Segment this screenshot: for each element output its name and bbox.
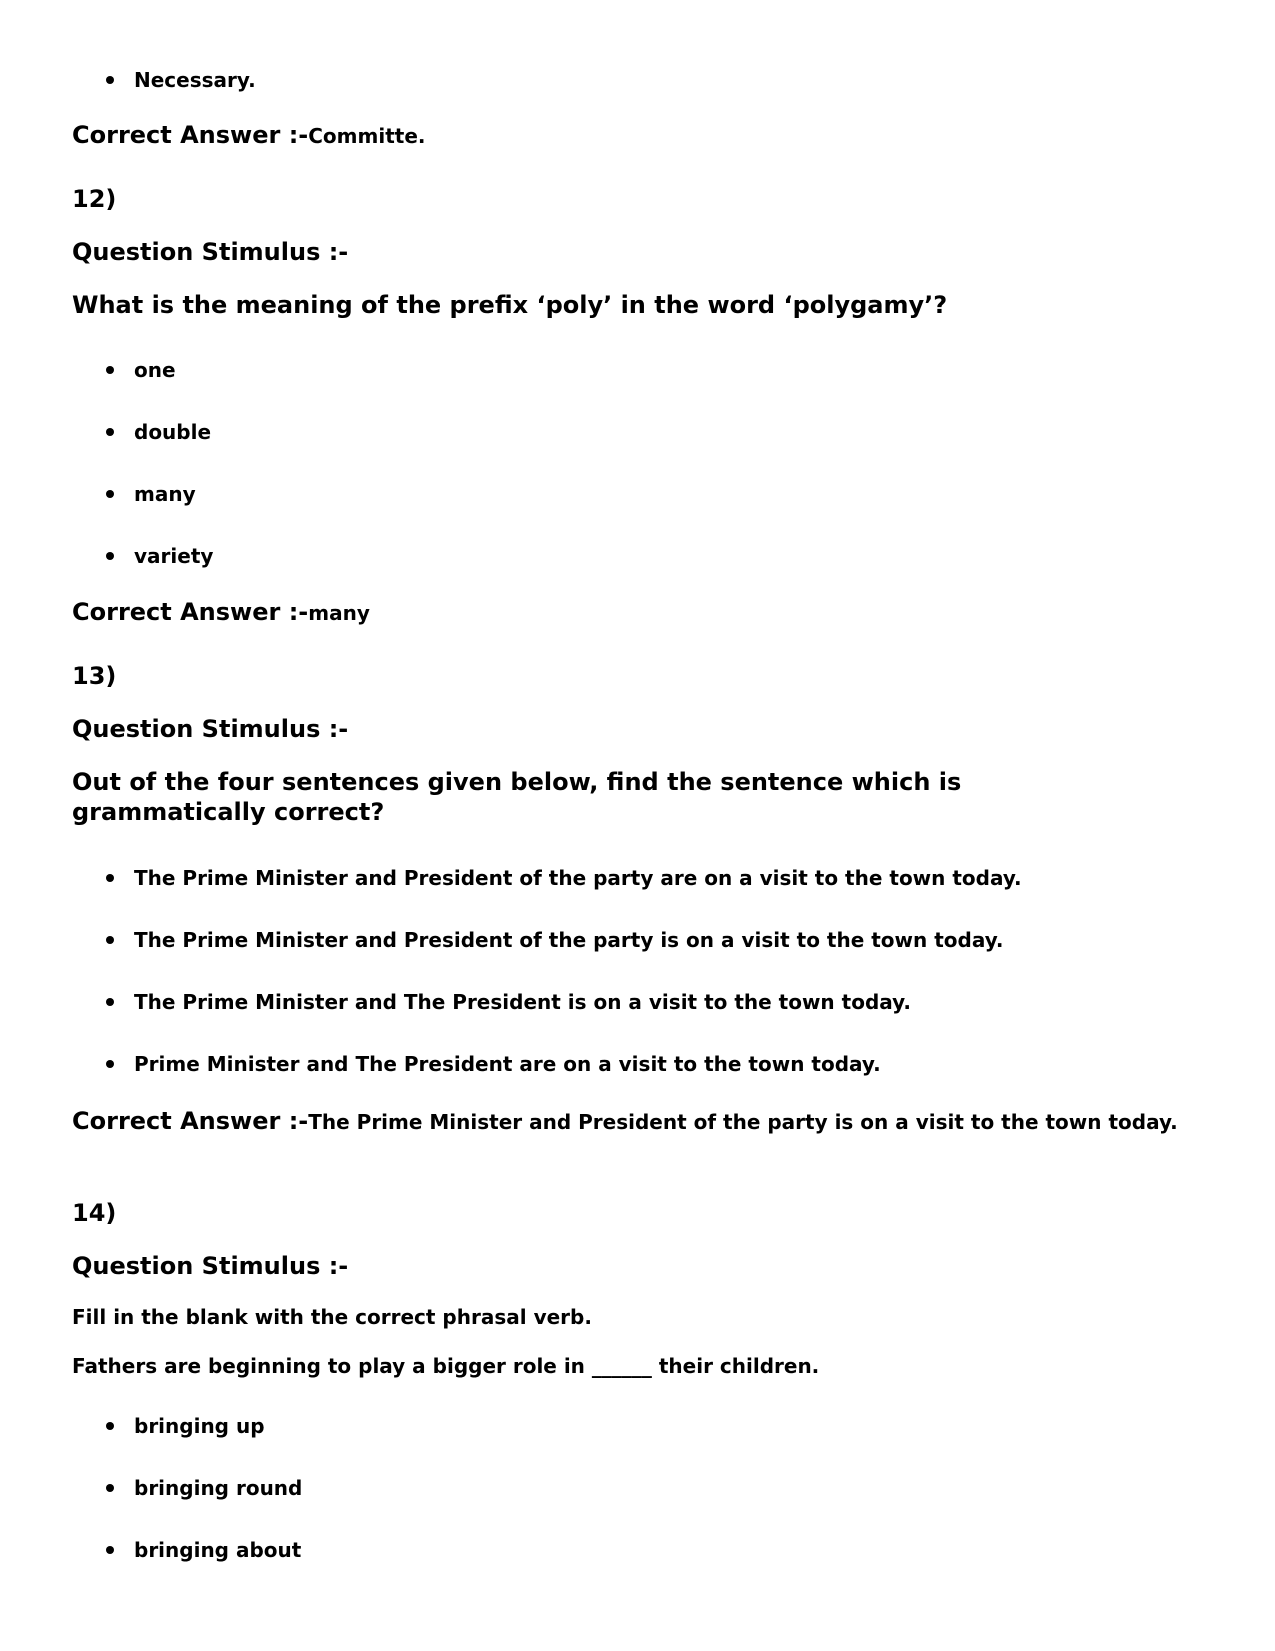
q12-number: 12) <box>72 185 117 213</box>
answer-label: Correct Answer :- <box>72 598 309 626</box>
option-text: The Prime Minister and The President is on a visit to the town today. <box>134 990 911 1014</box>
q13-option-4 <box>72 1052 881 1076</box>
q12-option-1 <box>72 358 176 382</box>
answer-value: many <box>308 601 370 625</box>
q12-question-text: What is the meaning of the prefix ‘poly’ in the word ‘polygamy’? <box>72 291 948 319</box>
option-text: bringing about <box>134 1538 302 1562</box>
q12-option-3 <box>72 482 196 506</box>
answer-label: Correct Answer :- <box>72 1107 309 1135</box>
q13-question-text: Out of the four sentences given below, find the sentence which is grammatically correct? <box>72 768 962 826</box>
q12-option-4 <box>72 544 213 568</box>
q14-instruction: Fill in the blank with the correct phrasal verb. <box>72 1305 592 1329</box>
q14-option-3 <box>72 1538 301 1562</box>
q12-option-2 <box>72 420 211 444</box>
q14-stimulus-label: Question Stimulus :- <box>72 1252 349 1280</box>
q13-correct-answer <box>72 1106 1182 1137</box>
q14-option-2 <box>72 1476 302 1500</box>
answer-label: Correct Answer :- <box>72 121 309 149</box>
option-text: Necessary. <box>134 68 256 92</box>
q13-option-3 <box>72 990 911 1014</box>
q12-stimulus-label: Question Stimulus :- <box>72 238 349 266</box>
q12-correct-answer <box>72 597 370 628</box>
q14-sentence: Fathers are beginning to play a bigger role in ______ their children. <box>72 1354 820 1378</box>
option-text: one <box>134 358 176 382</box>
q13-option-2 <box>72 928 1004 952</box>
q11-option-4 <box>72 68 256 92</box>
option-text: The Prime Minister and President of the party are on a visit to the town today. <box>134 866 1022 890</box>
q14-option-1 <box>72 1414 265 1438</box>
q13-option-1 <box>72 866 1022 890</box>
option-text: The Prime Minister and President of the party is on a visit to the town today. <box>134 928 1004 952</box>
option-text: Prime Minister and The President are on a visit to the town today. <box>134 1052 881 1076</box>
answer-value: The Prime Minister and President of the party is on a visit to the town today. <box>308 1110 1178 1134</box>
option-text: bringing round <box>134 1476 303 1500</box>
option-text: double <box>134 420 212 444</box>
option-text: variety <box>134 544 214 568</box>
q14-number: 14) <box>72 1199 117 1227</box>
q11-correct-answer <box>72 120 426 151</box>
option-text: bringing up <box>134 1414 265 1438</box>
option-text: many <box>134 482 196 506</box>
q13-number: 13) <box>72 662 117 690</box>
answer-value: Committe. <box>308 124 426 148</box>
q13-stimulus-label: Question Stimulus :- <box>72 715 349 743</box>
